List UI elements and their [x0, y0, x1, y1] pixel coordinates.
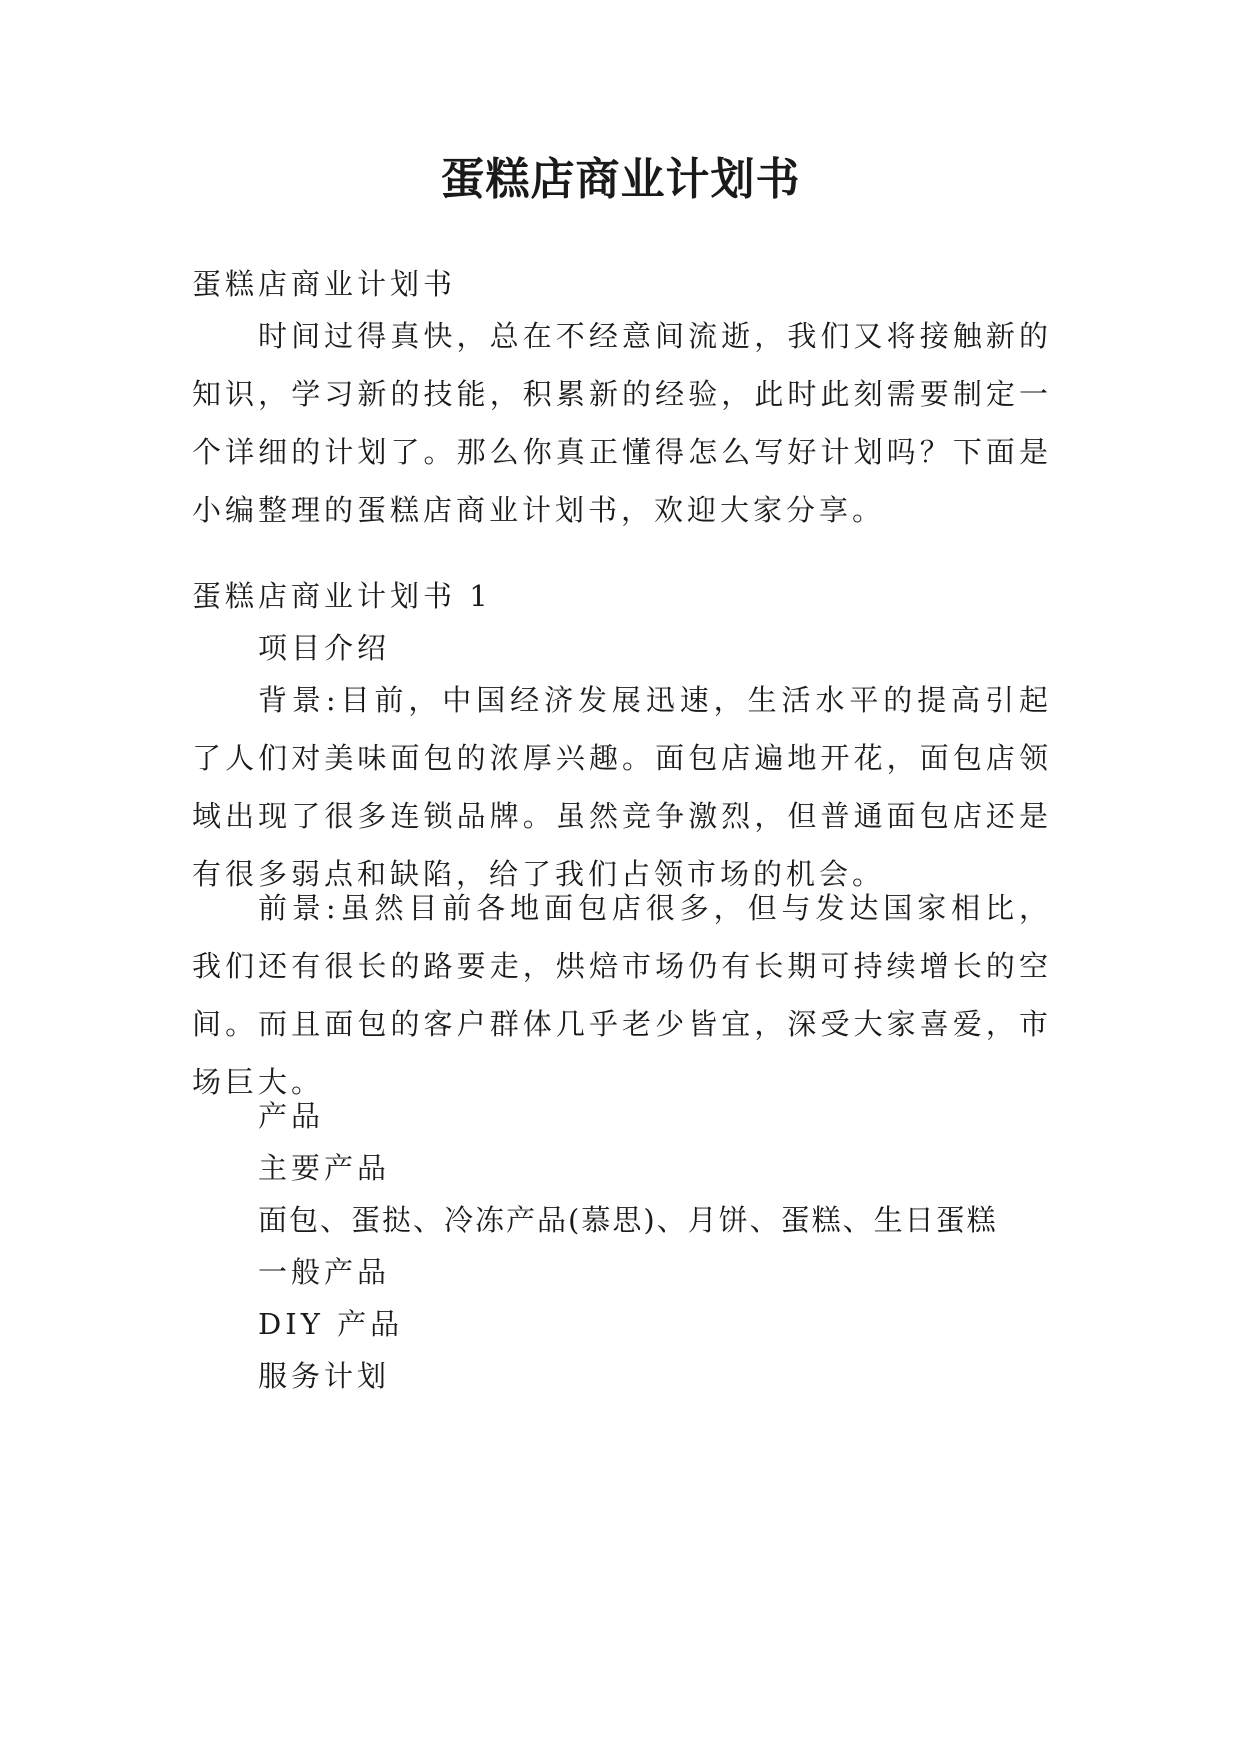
document-title: 蛋糕店商业计划书 [440, 154, 801, 205]
background-paragraph: 背景:目前，中国经济发展迅速，生活水平的提高引起了人们对美味面包的浓厚兴趣。面包店遍地开花，面包店领域出现了很多连锁品牌。虽然竞争激烈，但普通面包店还是有很多弱点和缺陷，给了我们占领市场的机会。 [192, 683, 1052, 891]
general-products-heading: 一般产品 [258, 1255, 391, 1289]
service-plan-heading: 服务计划 [258, 1359, 391, 1393]
project-intro-heading: 项目介绍 [258, 631, 391, 665]
main-products-list: 面包、蛋挞、冷冻产品(慕思)、月饼、蛋糕、生日蛋糕 [258, 1203, 998, 1237]
main-products-heading: 主要产品 [258, 1151, 391, 1185]
prospect-paragraph: 前景:虽然目前各地面包店很多，但与发达国家相比，我们还有很长的路要走，烘焙市场仍有长期可持续增长的空间。而且面包的客户群体几乎老少皆宜，深受大家喜爱，市场巨大。 [192, 891, 1052, 1099]
intro-paragraph: 时间过得真快，总在不经意间流逝，我们又将接触新的知识，学习新的技能，积累新的经验，此时此刻需要制定一个详细的计划了。那么你真正懂得怎么写好计划吗？下面是小编整理的蛋糕店商业计划书，欢迎大家分享。 [192, 319, 1052, 527]
section-heading-1: 蛋糕店商业计划书 1 [192, 579, 492, 613]
intro-heading: 蛋糕店商业计划书 [192, 267, 457, 301]
diy-products-heading: DIY 产品 [258, 1307, 404, 1341]
products-heading: 产品 [258, 1099, 325, 1133]
